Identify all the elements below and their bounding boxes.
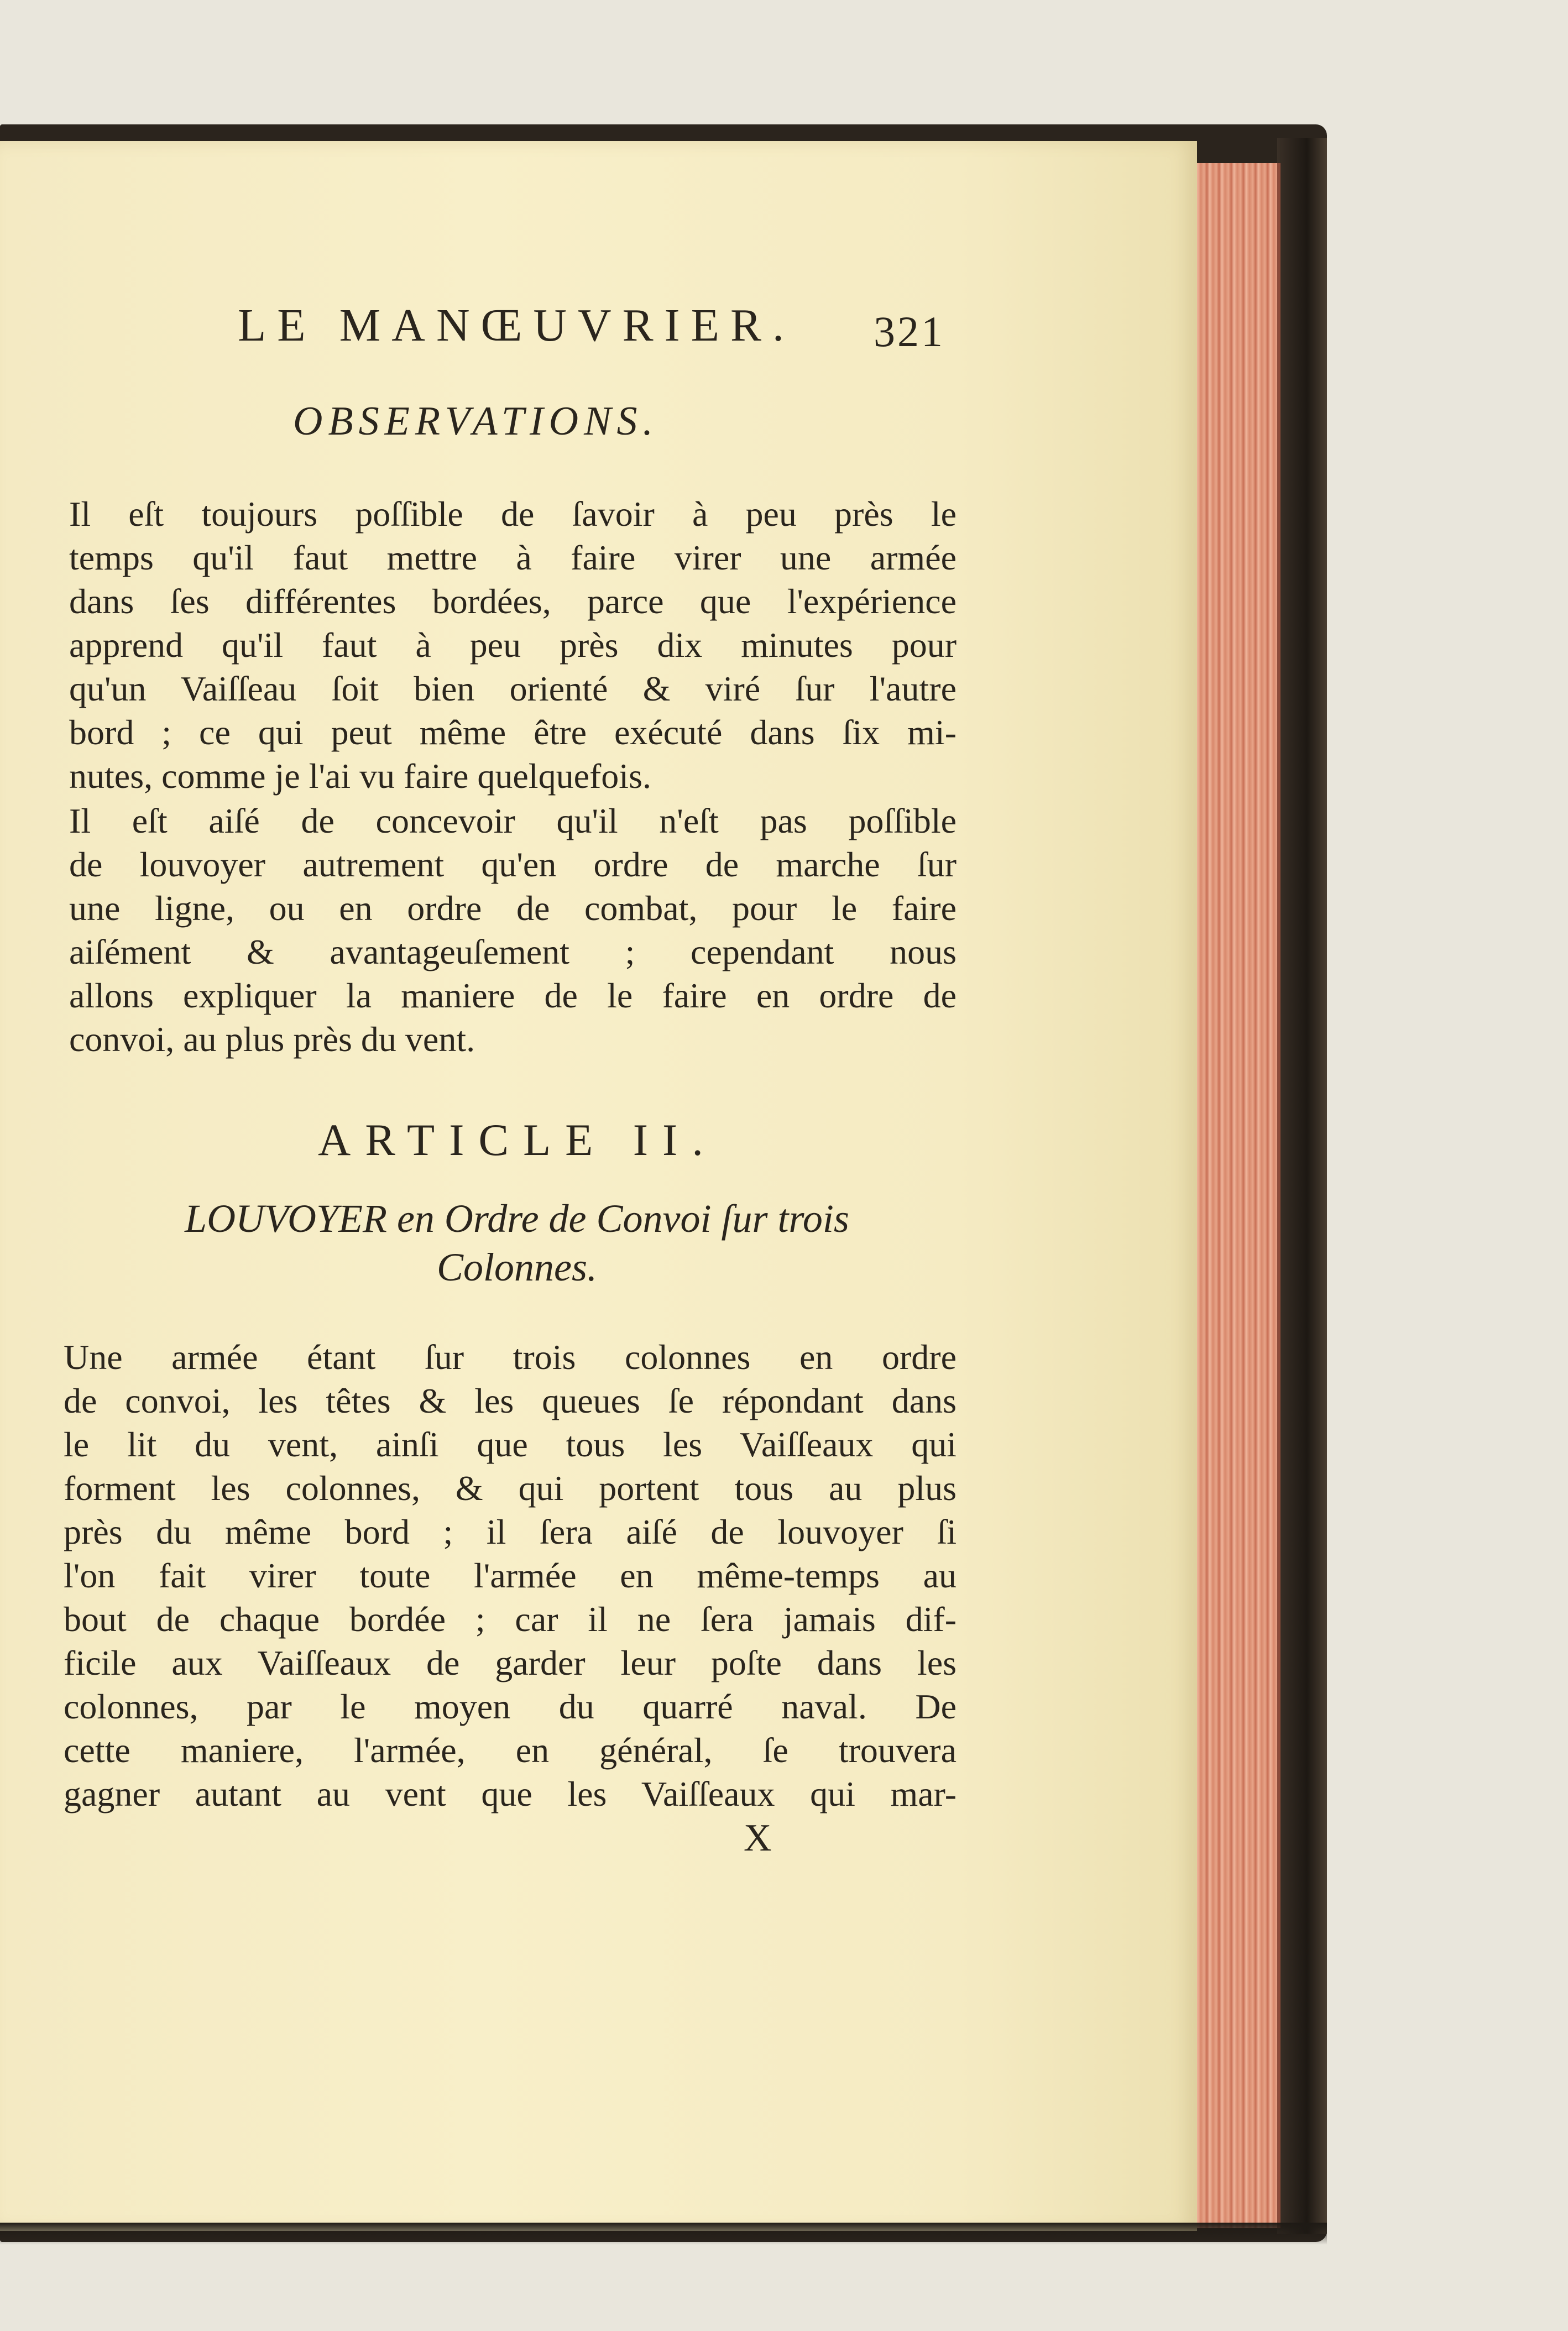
- text-line: près du même bord ; il ſera aiſé de louvoyer ſi: [64, 1512, 957, 1551]
- text-line: qu'un Vaiſſeau ſoit bien orienté & viré ſur l'autre: [69, 669, 957, 708]
- text-line: temps qu'il faut mettre à faire virer une armée: [69, 538, 957, 577]
- text-line: ficile aux Vaiſſeaux de garder leur poſte dans les: [64, 1643, 957, 1682]
- paragraph-observations-1: [69, 492, 957, 798]
- text-line: Il eſt aiſé de concevoir qu'il n'eſt pas poſſible: [69, 801, 957, 840]
- text-line: forment les colonnes, & qui portent tous au plus: [64, 1468, 957, 1508]
- signature-mark: X: [744, 1817, 772, 1859]
- text-line: allons expliquer la maniere de le faire en ordre de: [69, 976, 957, 1015]
- text-line: une ligne, ou en ordre de combat, pour le faire: [69, 889, 957, 928]
- text-line: cette maniere, l'armée, en général, ſe trouvera: [64, 1731, 957, 1770]
- text-line: bord ; ce qui peut même être exécuté dans ſix mi-: [69, 713, 957, 752]
- article-subtitle-line: Colonnes.: [436, 1245, 597, 1289]
- page-edges: [1189, 163, 1280, 2228]
- page-number: 321: [874, 307, 945, 356]
- text-line: nutes, comme je l'ai vu faire quelquefois.: [69, 756, 651, 796]
- text-line: l'on fait virer toute l'armée en même-temps au: [64, 1556, 957, 1595]
- text-line: aiſément & avantageuſement ; cependant nous: [69, 932, 957, 971]
- text-line: de louvoyer autrement qu'en ordre de marche ſur: [69, 845, 957, 884]
- text-line: de convoi, les têtes & les queues ſe répondant dans: [64, 1381, 957, 1420]
- text-line: Il eſt toujours poſſible de ſavoir à peu près le: [69, 494, 957, 534]
- book-page: [0, 141, 1197, 2231]
- text-line: le lit du vent, ainſi que tous les Vaiſſeaux qui: [64, 1425, 957, 1464]
- paragraph-observations-2: [69, 799, 957, 1061]
- page-bottom-shadow: [0, 2223, 1327, 2245]
- text-line: dans ſes différentes bordées, parce que l'expérience: [69, 582, 957, 621]
- text-line: colonnes, par le moyen du quarré naval. De: [64, 1687, 957, 1726]
- text-line: gagner autant au vent que les Vaiſſeaux qui mar-: [64, 1774, 957, 1813]
- article-subtitle-line: LOUVOYER en Ordre de Convoi ſur trois: [185, 1196, 849, 1241]
- book-binding-edge: [1277, 138, 1327, 2234]
- running-head: LE MANŒUVRIER.: [238, 300, 795, 351]
- article-heading: ARTICLE II.: [318, 1115, 718, 1165]
- text-line: Une armée étant ſur trois colonnes en ordre: [64, 1337, 957, 1377]
- text-line: bout de chaque bordée ; car il ne ſera jamais dif-: [64, 1600, 957, 1639]
- text-line: convoi, au plus près du vent.: [69, 1020, 475, 1059]
- article-subtitle: [119, 1194, 915, 1292]
- paragraph-article: [64, 1335, 957, 1816]
- section-title: OBSERVATIONS.: [293, 399, 658, 444]
- text-line: apprend qu'il faut à peu près dix minutes pour: [69, 625, 957, 665]
